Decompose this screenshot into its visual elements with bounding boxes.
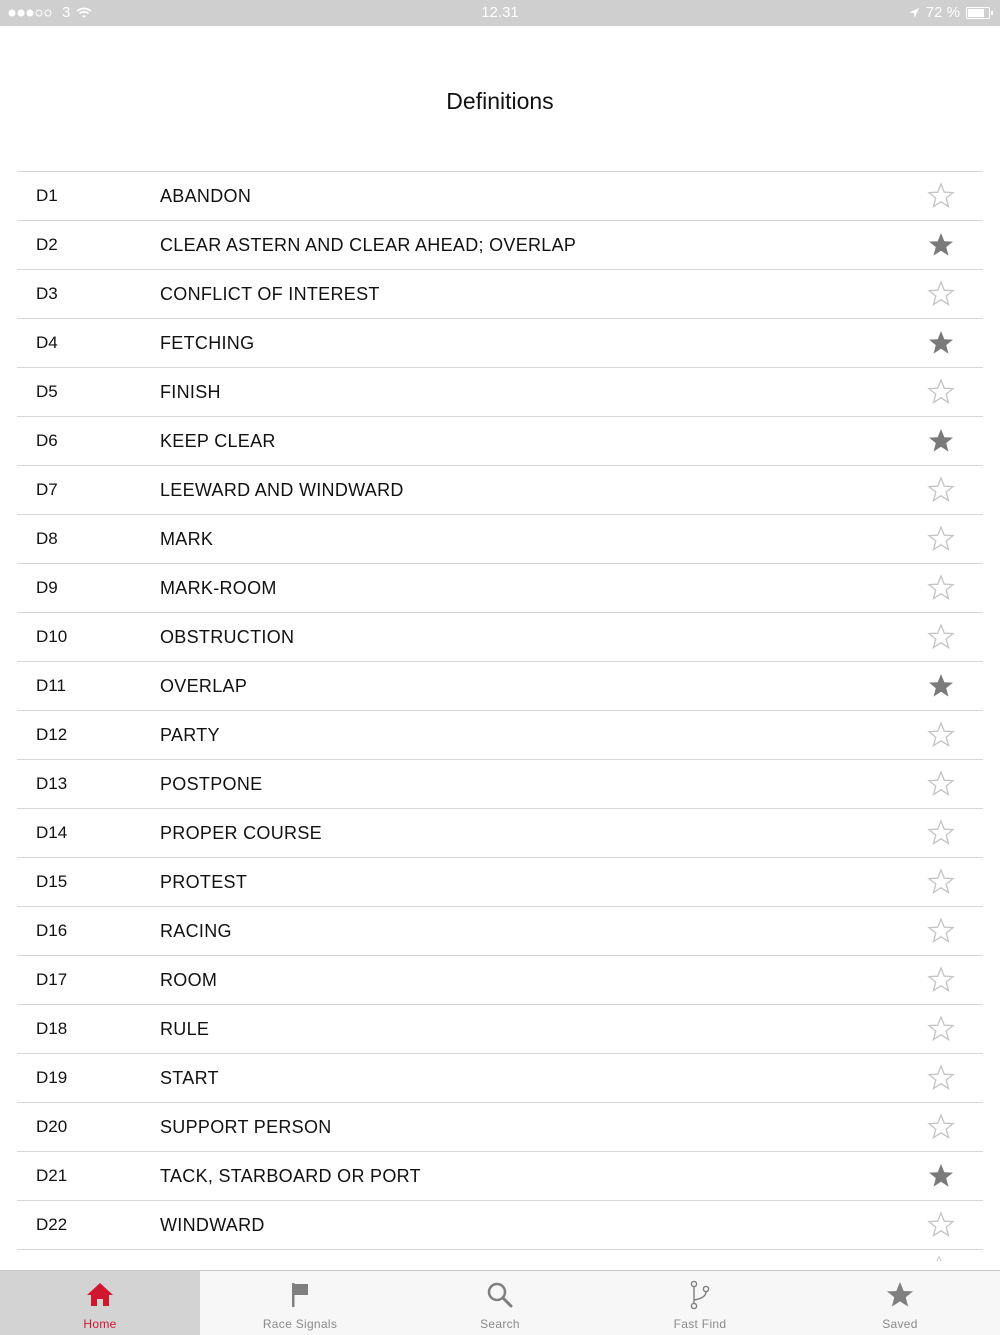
search-icon [484, 1279, 516, 1311]
star-outline-icon[interactable] [927, 1015, 955, 1043]
star-outline-icon[interactable] [927, 182, 955, 210]
definition-title: OVERLAP [160, 675, 248, 696]
star-outline-icon[interactable] [927, 1211, 955, 1239]
star-filled-icon[interactable] [927, 427, 955, 455]
list-item[interactable] [17, 172, 983, 221]
definition-title: LEEWARD AND WINDWARD [160, 479, 404, 500]
definition-code: D5 [36, 382, 58, 401]
list-item[interactable] [17, 1005, 983, 1054]
definition-code: D20 [36, 1117, 68, 1136]
list-item[interactable] [17, 319, 983, 368]
definition-code: D9 [36, 578, 58, 597]
definition-code: D11 [36, 676, 66, 695]
list-item[interactable] [17, 564, 983, 613]
definition-title: CONFLICT OF INTEREST [160, 283, 380, 304]
list-item[interactable] [17, 662, 983, 711]
list-item[interactable] [17, 760, 983, 809]
list-item[interactable] [17, 515, 983, 564]
definition-title: PROPER COURSE [160, 822, 322, 843]
page-title: Definitions [446, 88, 554, 114]
definition-code: D14 [36, 823, 68, 842]
star-filled-icon[interactable] [927, 1162, 955, 1190]
list-item[interactable] [17, 858, 983, 907]
tab-search[interactable] [400, 1271, 600, 1335]
definition-code: D18 [36, 1019, 68, 1038]
list-item[interactable] [17, 466, 983, 515]
definition-title: SUPPORT PERSON [160, 1116, 332, 1137]
definition-title: ROOM [160, 969, 218, 990]
definition-title: FETCHING [160, 332, 255, 353]
tab-fast-find[interactable] [600, 1271, 800, 1335]
list-item[interactable] [17, 956, 983, 1005]
clock: 12.31 [481, 4, 519, 21]
tab-label: Saved [882, 1317, 918, 1331]
star-outline-icon[interactable] [927, 1064, 955, 1092]
star-outline-icon[interactable] [927, 574, 955, 602]
carrier-label: 3 [62, 4, 71, 21]
definition-title: MARK-ROOM [160, 577, 277, 598]
star-outline-icon[interactable] [927, 525, 955, 553]
definition-title: POSTPONE [160, 773, 263, 794]
definition-title: FINISH [160, 381, 221, 402]
definition-code: D13 [36, 774, 68, 793]
definition-code: D2 [36, 235, 58, 254]
definition-title: OBSTRUCTION [160, 626, 295, 647]
definition-code: D22 [36, 1215, 68, 1234]
star-filled-icon[interactable] [927, 672, 955, 700]
definition-title: RULE [160, 1018, 210, 1039]
star-outline-icon[interactable] [927, 1113, 955, 1141]
star-filled-icon[interactable] [927, 329, 955, 357]
star-outline-icon[interactable] [927, 721, 955, 749]
star-filled-icon[interactable] [927, 231, 955, 259]
definition-code: D6 [36, 431, 58, 450]
definition-title: TACK, STARBOARD OR PORT [160, 1165, 421, 1186]
tab-bar [0, 1270, 1000, 1335]
definition-code: D10 [36, 627, 68, 646]
definition-title: ABANDON [160, 185, 252, 206]
battery-icon [966, 7, 990, 19]
definition-code: D12 [36, 725, 68, 744]
star-outline-icon[interactable] [927, 476, 955, 504]
definition-code: D1 [36, 186, 58, 205]
tab-label: Race Signals [262, 1317, 338, 1331]
definition-title: CLEAR ASTERN AND CLEAR AHEAD; OVERLAP [160, 234, 577, 255]
definition-code: D19 [36, 1068, 68, 1087]
star-outline-icon[interactable] [927, 966, 955, 994]
definition-title: PARTY [160, 724, 220, 745]
star-outline-icon[interactable] [927, 770, 955, 798]
star-outline-icon[interactable] [927, 378, 955, 406]
list-item[interactable] [17, 613, 983, 662]
list-item[interactable] [17, 221, 983, 270]
definitions-list [17, 171, 983, 1250]
flag-icon [284, 1279, 316, 1311]
tab-label: Fast Find [673, 1317, 727, 1331]
definition-code: D4 [36, 333, 58, 352]
status-bar [0, 0, 1000, 26]
branch-icon [684, 1279, 716, 1311]
definition-title: PROTEST [160, 871, 248, 892]
star-outline-icon[interactable] [927, 819, 955, 847]
definition-code: D17 [36, 970, 68, 989]
definition-code: D15 [36, 872, 68, 891]
definition-title: START [160, 1067, 219, 1088]
list-item[interactable] [17, 1054, 983, 1103]
list-item[interactable] [17, 368, 983, 417]
tab-race-signals[interactable] [200, 1271, 400, 1335]
list-item[interactable] [17, 1201, 983, 1250]
list-item[interactable] [17, 711, 983, 760]
definition-code: D7 [36, 480, 58, 499]
star-outline-icon[interactable] [927, 917, 955, 945]
home-icon [84, 1279, 116, 1311]
tab-label: Home [83, 1317, 117, 1331]
star-icon [884, 1279, 916, 1311]
star-outline-icon[interactable] [927, 280, 955, 308]
definition-code: D3 [36, 284, 58, 303]
list-item[interactable] [17, 1103, 983, 1152]
list-item[interactable] [17, 907, 983, 956]
definition-title: MARK [160, 528, 214, 549]
list-item[interactable] [17, 809, 983, 858]
scroll-indicator: ˄ [936, 1254, 942, 1265]
list-item[interactable] [17, 1152, 983, 1201]
list-item[interactable] [17, 417, 983, 466]
list-item[interactable] [17, 270, 983, 319]
star-outline-icon[interactable] [927, 623, 955, 651]
tab-home[interactable] [0, 1271, 200, 1335]
battery-group [908, 4, 990, 21]
tab-label: Search [480, 1317, 520, 1331]
definition-code: D21 [36, 1166, 68, 1185]
definition-code: D8 [36, 529, 58, 548]
definition-title: RACING [160, 920, 232, 941]
definition-code: D16 [36, 921, 68, 940]
battery-percent: 72 % [925, 4, 960, 21]
location-arrow-icon [908, 7, 920, 19]
star-outline-icon[interactable] [927, 868, 955, 896]
definition-title: WINDWARD [160, 1214, 265, 1235]
definition-title: KEEP CLEAR [160, 430, 276, 451]
tab-saved[interactable] [800, 1271, 1000, 1335]
